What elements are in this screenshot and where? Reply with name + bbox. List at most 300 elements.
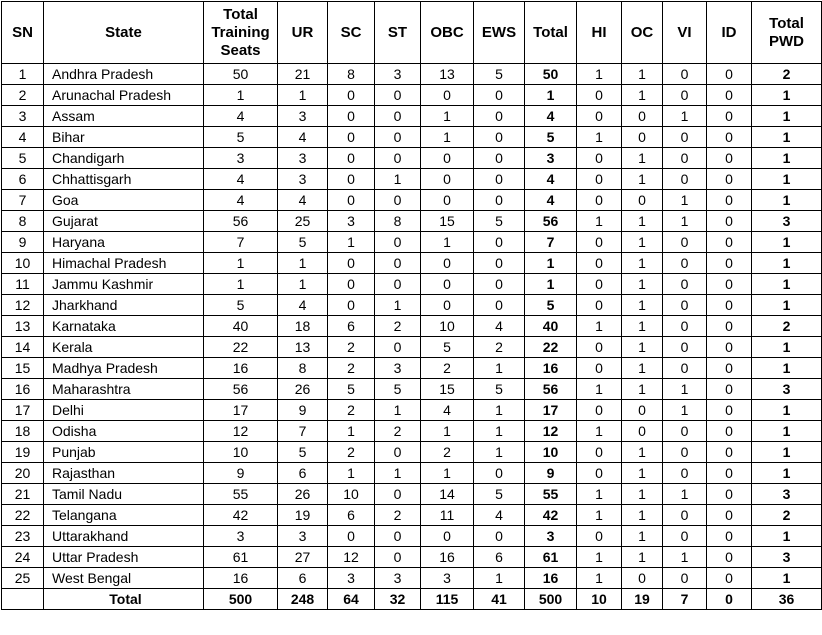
table-row: [2, 484, 822, 505]
cell-ews: 6: [474, 547, 525, 568]
cell-oc: 1: [622, 316, 663, 337]
cell-st: 2: [375, 316, 421, 337]
cell-id: 0: [707, 337, 752, 358]
cell-total-pwd: 1: [752, 106, 822, 127]
cell-ews: 1: [474, 400, 525, 421]
cell-total-training-seats: 5: [204, 127, 278, 148]
cell-obc: 1: [421, 106, 474, 127]
cell-st: 0: [375, 484, 421, 505]
header-row: [2, 2, 822, 64]
cell-sc: 0: [328, 106, 375, 127]
cell-total-pwd: 2: [752, 316, 822, 337]
cell-total: 5: [525, 127, 577, 148]
cell-sn: 18: [2, 421, 44, 442]
cell-oc: 1: [622, 211, 663, 232]
table-row: [2, 274, 822, 295]
cell-oc: 1: [622, 253, 663, 274]
cell-ur: 6: [278, 463, 328, 484]
total-cell-obc: 115: [421, 589, 474, 610]
cell-hi: 0: [577, 274, 622, 295]
cell-sc: 2: [328, 400, 375, 421]
cell-oc: 1: [622, 505, 663, 526]
cell-id: 0: [707, 274, 752, 295]
cell-vi: 1: [663, 547, 707, 568]
cell-hi: 1: [577, 127, 622, 148]
cell-vi: 1: [663, 190, 707, 211]
cell-vi: 1: [663, 379, 707, 400]
cell-ews: 0: [474, 232, 525, 253]
table-row: [2, 400, 822, 421]
cell-sc: 2: [328, 337, 375, 358]
cell-ur: 6: [278, 568, 328, 589]
cell-ews: 0: [474, 85, 525, 106]
cell-obc: 15: [421, 379, 474, 400]
cell-total-training-seats: 22: [204, 337, 278, 358]
cell-sn: 5: [2, 148, 44, 169]
cell-vi: 0: [663, 442, 707, 463]
cell-total-pwd: 1: [752, 190, 822, 211]
cell-total-training-seats: 1: [204, 85, 278, 106]
cell-ur: 26: [278, 379, 328, 400]
cell-st: 1: [375, 400, 421, 421]
cell-sc: 0: [328, 274, 375, 295]
cell-st: 3: [375, 568, 421, 589]
cell-total-pwd: 1: [752, 568, 822, 589]
cell-obc: 1: [421, 421, 474, 442]
cell-ews: 0: [474, 127, 525, 148]
table-row: [2, 463, 822, 484]
cell-hi: 0: [577, 526, 622, 547]
table-row: [2, 442, 822, 463]
cell-state: Madhya Pradesh: [44, 358, 204, 379]
cell-oc: 1: [622, 547, 663, 568]
cell-state: Arunachal Pradesh: [44, 85, 204, 106]
cell-total-training-seats: 4: [204, 106, 278, 127]
cell-vi: 0: [663, 526, 707, 547]
cell-total-pwd: 1: [752, 337, 822, 358]
cell-oc: 1: [622, 64, 663, 85]
cell-oc: 1: [622, 274, 663, 295]
cell-total-training-seats: 3: [204, 148, 278, 169]
header-sc: SC: [328, 2, 375, 64]
cell-sn: 13: [2, 316, 44, 337]
cell-hi: 1: [577, 64, 622, 85]
cell-obc: 16: [421, 547, 474, 568]
cell-total: 3: [525, 148, 577, 169]
cell-vi: 0: [663, 85, 707, 106]
cell-state: Andhra Pradesh: [44, 64, 204, 85]
cell-total: 5: [525, 295, 577, 316]
cell-obc: 13: [421, 64, 474, 85]
cell-sc: 6: [328, 316, 375, 337]
cell-sc: 0: [328, 526, 375, 547]
cell-hi: 1: [577, 568, 622, 589]
cell-id: 0: [707, 463, 752, 484]
cell-vi: 1: [663, 484, 707, 505]
header-total-training-seats: Total Training Seats: [204, 2, 278, 64]
cell-st: 2: [375, 421, 421, 442]
cell-id: 0: [707, 169, 752, 190]
header-sn: SN: [2, 2, 44, 64]
cell-ews: 1: [474, 421, 525, 442]
cell-oc: 0: [622, 127, 663, 148]
header-oc: OC: [622, 2, 663, 64]
cell-total-pwd: 3: [752, 547, 822, 568]
cell-vi: 0: [663, 274, 707, 295]
cell-state: Punjab: [44, 442, 204, 463]
cell-sc: 3: [328, 211, 375, 232]
cell-total-pwd: 1: [752, 253, 822, 274]
cell-sn: 12: [2, 295, 44, 316]
cell-obc: 5: [421, 337, 474, 358]
cell-sc: 0: [328, 148, 375, 169]
cell-sc: 1: [328, 232, 375, 253]
cell-sn: 23: [2, 526, 44, 547]
cell-total-pwd: 3: [752, 379, 822, 400]
cell-vi: 0: [663, 568, 707, 589]
cell-total-pwd: 1: [752, 127, 822, 148]
cell-id: 0: [707, 85, 752, 106]
cell-total-pwd: 1: [752, 274, 822, 295]
cell-id: 0: [707, 232, 752, 253]
cell-total: 4: [525, 169, 577, 190]
cell-id: 0: [707, 190, 752, 211]
total-cell-total-pwd: 36: [752, 589, 822, 610]
cell-total-training-seats: 50: [204, 64, 278, 85]
cell-state: Uttar Pradesh: [44, 547, 204, 568]
total-cell-sc: 64: [328, 589, 375, 610]
cell-total: 1: [525, 274, 577, 295]
table-row: [2, 106, 822, 127]
cell-id: 0: [707, 211, 752, 232]
header-vi: VI: [663, 2, 707, 64]
cell-ews: 5: [474, 484, 525, 505]
cell-vi: 0: [663, 127, 707, 148]
cell-oc: 1: [622, 169, 663, 190]
cell-obc: 0: [421, 85, 474, 106]
cell-oc: 1: [622, 379, 663, 400]
cell-st: 0: [375, 442, 421, 463]
cell-id: 0: [707, 253, 752, 274]
cell-total-pwd: 1: [752, 463, 822, 484]
cell-hi: 0: [577, 169, 622, 190]
table-row: [2, 568, 822, 589]
cell-total-pwd: 1: [752, 295, 822, 316]
cell-total-pwd: 1: [752, 526, 822, 547]
cell-ur: 26: [278, 484, 328, 505]
header-total-pwd: Total PWD: [752, 2, 822, 64]
table-row: [2, 85, 822, 106]
cell-obc: 0: [421, 190, 474, 211]
cell-oc: 0: [622, 190, 663, 211]
header-total: Total: [525, 2, 577, 64]
cell-hi: 0: [577, 295, 622, 316]
cell-ews: 5: [474, 64, 525, 85]
cell-sc: 5: [328, 379, 375, 400]
cell-hi: 0: [577, 253, 622, 274]
table-row: [2, 358, 822, 379]
cell-hi: 1: [577, 547, 622, 568]
cell-sn: 16: [2, 379, 44, 400]
cell-obc: 10: [421, 316, 474, 337]
table-row: [2, 64, 822, 85]
cell-id: 0: [707, 526, 752, 547]
cell-hi: 0: [577, 463, 622, 484]
total-cell-ews: 41: [474, 589, 525, 610]
cell-state: Telangana: [44, 505, 204, 526]
cell-obc: 15: [421, 211, 474, 232]
header-id: ID: [707, 2, 752, 64]
cell-sc: 0: [328, 169, 375, 190]
cell-obc: 2: [421, 358, 474, 379]
cell-vi: 0: [663, 169, 707, 190]
cell-oc: 1: [622, 85, 663, 106]
total-cell-total: 500: [525, 589, 577, 610]
cell-sc: 1: [328, 463, 375, 484]
cell-obc: 0: [421, 295, 474, 316]
cell-total-training-seats: 17: [204, 400, 278, 421]
cell-total-pwd: 1: [752, 421, 822, 442]
cell-vi: 0: [663, 358, 707, 379]
cell-total: 4: [525, 106, 577, 127]
cell-total: 10: [525, 442, 577, 463]
cell-id: 0: [707, 568, 752, 589]
cell-total: 7: [525, 232, 577, 253]
cell-st: 0: [375, 190, 421, 211]
cell-total-pwd: 1: [752, 85, 822, 106]
cell-sc: 10: [328, 484, 375, 505]
cell-total-training-seats: 7: [204, 232, 278, 253]
cell-hi: 0: [577, 442, 622, 463]
cell-state: Tamil Nadu: [44, 484, 204, 505]
cell-sn: 14: [2, 337, 44, 358]
table-row: [2, 169, 822, 190]
cell-ews: 1: [474, 568, 525, 589]
cell-state: Bihar: [44, 127, 204, 148]
cell-total-training-seats: 16: [204, 358, 278, 379]
cell-id: 0: [707, 442, 752, 463]
table-row: [2, 505, 822, 526]
cell-vi: 1: [663, 106, 707, 127]
cell-obc: 0: [421, 274, 474, 295]
cell-st: 2: [375, 505, 421, 526]
cell-hi: 0: [577, 190, 622, 211]
cell-oc: 1: [622, 484, 663, 505]
cell-vi: 0: [663, 253, 707, 274]
cell-total-training-seats: 16: [204, 568, 278, 589]
cell-total-training-seats: 4: [204, 169, 278, 190]
cell-ews: 0: [474, 274, 525, 295]
header-hi: HI: [577, 2, 622, 64]
cell-vi: 1: [663, 211, 707, 232]
header-ur: UR: [278, 2, 328, 64]
cell-hi: 1: [577, 484, 622, 505]
cell-ews: 0: [474, 169, 525, 190]
cell-sn: 15: [2, 358, 44, 379]
table-body: [2, 64, 822, 589]
cell-state: Chandigarh: [44, 148, 204, 169]
cell-ews: 0: [474, 253, 525, 274]
cell-st: 8: [375, 211, 421, 232]
total-cell-label: Total: [44, 589, 204, 610]
cell-ur: 19: [278, 505, 328, 526]
cell-id: 0: [707, 484, 752, 505]
cell-ur: 4: [278, 127, 328, 148]
cell-sc: 12: [328, 547, 375, 568]
table-row: [2, 379, 822, 400]
cell-ur: 3: [278, 106, 328, 127]
cell-state: Rajasthan: [44, 463, 204, 484]
cell-state: Assam: [44, 106, 204, 127]
cell-sn: 6: [2, 169, 44, 190]
cell-ur: 21: [278, 64, 328, 85]
cell-st: 0: [375, 106, 421, 127]
cell-obc: 0: [421, 526, 474, 547]
cell-hi: 1: [577, 211, 622, 232]
cell-total-pwd: 1: [752, 358, 822, 379]
total-row: [2, 589, 822, 610]
total-cell-ur: 248: [278, 589, 328, 610]
cell-ur: 1: [278, 274, 328, 295]
cell-sn: 1: [2, 64, 44, 85]
cell-sc: 0: [328, 85, 375, 106]
cell-sn: 17: [2, 400, 44, 421]
cell-id: 0: [707, 316, 752, 337]
cell-st: 0: [375, 232, 421, 253]
cell-total-pwd: 1: [752, 400, 822, 421]
cell-oc: 1: [622, 442, 663, 463]
cell-vi: 1: [663, 400, 707, 421]
cell-ur: 1: [278, 85, 328, 106]
cell-obc: 0: [421, 169, 474, 190]
cell-total-training-seats: 55: [204, 484, 278, 505]
cell-id: 0: [707, 400, 752, 421]
cell-sn: 9: [2, 232, 44, 253]
cell-hi: 1: [577, 421, 622, 442]
cell-sn: 3: [2, 106, 44, 127]
cell-id: 0: [707, 64, 752, 85]
cell-total: 56: [525, 211, 577, 232]
cell-st: 1: [375, 463, 421, 484]
cell-sn: 10: [2, 253, 44, 274]
cell-hi: 1: [577, 316, 622, 337]
cell-st: 0: [375, 274, 421, 295]
cell-st: 0: [375, 337, 421, 358]
cell-total-pwd: 2: [752, 64, 822, 85]
table-row: [2, 211, 822, 232]
cell-state: Gujarat: [44, 211, 204, 232]
cell-hi: 0: [577, 148, 622, 169]
cell-state: Odisha: [44, 421, 204, 442]
cell-oc: 1: [622, 232, 663, 253]
cell-total-training-seats: 56: [204, 211, 278, 232]
cell-sn: 20: [2, 463, 44, 484]
cell-total-training-seats: 56: [204, 379, 278, 400]
cell-st: 1: [375, 295, 421, 316]
cell-total-pwd: 1: [752, 232, 822, 253]
cell-st: 3: [375, 64, 421, 85]
cell-total-training-seats: 3: [204, 526, 278, 547]
cell-total-training-seats: 4: [204, 190, 278, 211]
cell-total: 42: [525, 505, 577, 526]
cell-total-training-seats: 5: [204, 295, 278, 316]
table-row: [2, 526, 822, 547]
cell-total: 12: [525, 421, 577, 442]
cell-hi: 0: [577, 106, 622, 127]
cell-id: 0: [707, 358, 752, 379]
cell-oc: 1: [622, 358, 663, 379]
table-row: [2, 316, 822, 337]
table-row: [2, 253, 822, 274]
cell-state: Maharashtra: [44, 379, 204, 400]
cell-total-pwd: 1: [752, 169, 822, 190]
cell-total: 3: [525, 526, 577, 547]
cell-id: 0: [707, 295, 752, 316]
cell-state: Himachal Pradesh: [44, 253, 204, 274]
cell-id: 0: [707, 421, 752, 442]
cell-state: Uttarakhand: [44, 526, 204, 547]
cell-oc: 1: [622, 337, 663, 358]
table-row: [2, 421, 822, 442]
cell-total: 9: [525, 463, 577, 484]
cell-ews: 4: [474, 505, 525, 526]
cell-hi: 0: [577, 232, 622, 253]
cell-hi: 1: [577, 379, 622, 400]
cell-hi: 0: [577, 85, 622, 106]
cell-oc: 1: [622, 526, 663, 547]
table-row: [2, 337, 822, 358]
cell-total: 40: [525, 316, 577, 337]
cell-ur: 9: [278, 400, 328, 421]
cell-state: West Bengal: [44, 568, 204, 589]
total-cell-st: 32: [375, 589, 421, 610]
cell-sc: 0: [328, 253, 375, 274]
cell-state: Jammu Kashmir: [44, 274, 204, 295]
cell-state: Goa: [44, 190, 204, 211]
cell-sn: 8: [2, 211, 44, 232]
cell-ews: 0: [474, 526, 525, 547]
cell-vi: 0: [663, 463, 707, 484]
total-cell-id: 0: [707, 589, 752, 610]
cell-obc: 1: [421, 127, 474, 148]
cell-ur: 1: [278, 253, 328, 274]
cell-ews: 0: [474, 106, 525, 127]
cell-st: 0: [375, 526, 421, 547]
cell-st: 5: [375, 379, 421, 400]
cell-ur: 3: [278, 169, 328, 190]
total-cell-total-training-seats: 500: [204, 589, 278, 610]
cell-hi: 0: [577, 337, 622, 358]
cell-sn: 2: [2, 85, 44, 106]
cell-ur: 18: [278, 316, 328, 337]
cell-ur: 3: [278, 148, 328, 169]
cell-sc: 0: [328, 127, 375, 148]
cell-total: 56: [525, 379, 577, 400]
cell-sc: 2: [328, 442, 375, 463]
cell-id: 0: [707, 148, 752, 169]
cell-vi: 0: [663, 295, 707, 316]
cell-vi: 0: [663, 421, 707, 442]
cell-id: 0: [707, 106, 752, 127]
cell-ews: 1: [474, 442, 525, 463]
cell-oc: 0: [622, 106, 663, 127]
cell-vi: 0: [663, 337, 707, 358]
total-cell-hi: 10: [577, 589, 622, 610]
cell-state: Delhi: [44, 400, 204, 421]
cell-total-training-seats: 1: [204, 253, 278, 274]
table-row: [2, 295, 822, 316]
cell-total: 16: [525, 358, 577, 379]
